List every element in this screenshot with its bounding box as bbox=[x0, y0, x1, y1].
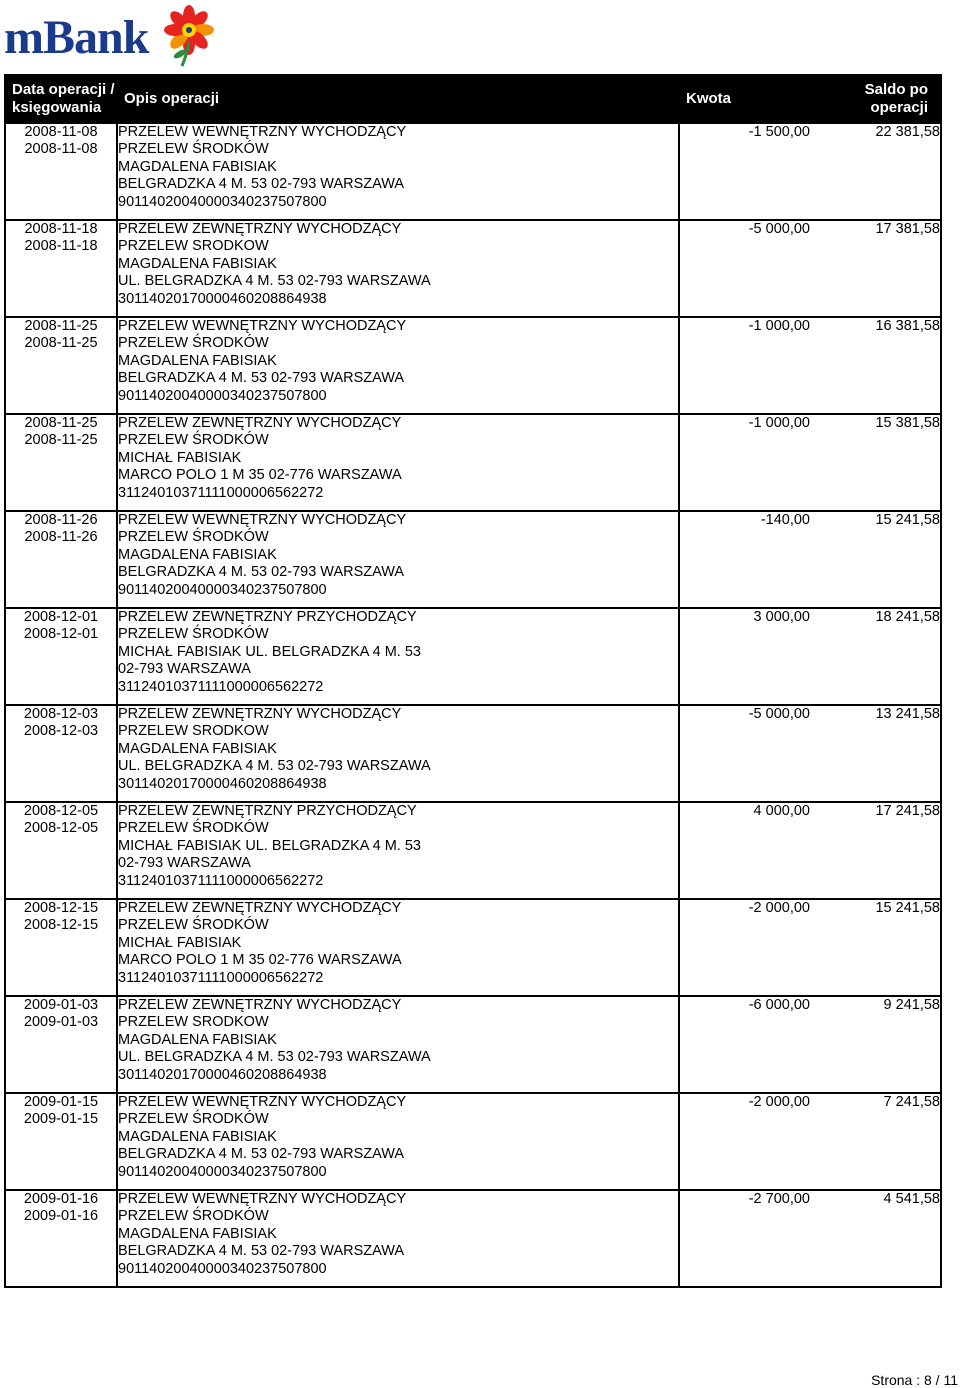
table-row bbox=[5, 414, 941, 511]
description-line: 02-793 WARSZAWA bbox=[118, 855, 251, 872]
description-line: PRZELEW SRODKOW bbox=[118, 723, 269, 740]
description-line: MICHAŁ FABISIAK UL. BELGRADZKA 4 M. 53 bbox=[118, 643, 421, 660]
description-line: PRZELEW SRODKOW bbox=[118, 1014, 269, 1031]
amount-cell bbox=[679, 1093, 810, 1190]
amount-cell bbox=[679, 414, 810, 511]
date-cell bbox=[5, 414, 117, 511]
date-cell bbox=[5, 899, 117, 996]
date-cell bbox=[5, 996, 117, 1093]
amount-value: -1 500,00 bbox=[748, 124, 810, 140]
booking-date: 2008-12-01 bbox=[23, 626, 99, 643]
operation-date: 2008-11-25 bbox=[24, 318, 98, 334]
description-line: MICHAŁ FABISIAK bbox=[118, 449, 242, 466]
date-cell bbox=[5, 1190, 117, 1287]
amount-cell bbox=[679, 317, 810, 414]
description-cell bbox=[117, 608, 679, 705]
description-line: PRZELEW WEWNĘTRZNY WYCHODZĄCY bbox=[118, 1094, 407, 1110]
table-row bbox=[5, 705, 941, 802]
table-row bbox=[5, 1093, 941, 1190]
table-row bbox=[5, 220, 941, 317]
description-line: PRZELEW ZEWNĘTRZNY WYCHODZĄCY bbox=[118, 900, 402, 916]
description-line: BELGRADZKA 4 M. 53 02-793 WARSZAWA bbox=[118, 564, 405, 581]
header-amount: Kwota bbox=[679, 75, 810, 123]
balance-value: 15 241,58 bbox=[875, 900, 940, 916]
date-cell bbox=[5, 608, 117, 705]
operation-date: 2008-12-15 bbox=[23, 900, 99, 916]
amount-value: -2 700,00 bbox=[748, 1191, 810, 1207]
description-cell bbox=[117, 317, 679, 414]
description-line: UL. BELGRADZKA 4 M. 53 02-793 WARSZAWA bbox=[118, 273, 431, 290]
description-line: UL. BELGRADZKA 4 M. 53 02-793 WARSZAWA bbox=[118, 1049, 431, 1066]
amount-value: 4 000,00 bbox=[753, 803, 810, 819]
amount-cell bbox=[679, 802, 810, 899]
amount-cell bbox=[679, 511, 810, 608]
balance-value: 13 241,58 bbox=[875, 706, 940, 722]
booking-date: 2008-12-05 bbox=[23, 820, 99, 837]
balance-cell bbox=[810, 996, 941, 1093]
description-line: 31124010371111000006562272 bbox=[118, 678, 324, 695]
table-row bbox=[5, 317, 941, 414]
page-indicator: Strona : 8 / 11 bbox=[871, 1372, 958, 1388]
amount-value: -5 000,00 bbox=[748, 706, 810, 722]
description-line: MICHAŁ FABISIAK bbox=[118, 934, 242, 951]
operation-date: 2008-12-03 bbox=[23, 706, 99, 722]
description-cell bbox=[117, 705, 679, 802]
amount-value: -1 000,00 bbox=[748, 415, 810, 431]
description-line: 30114020170000460208864938 bbox=[118, 290, 327, 307]
description-line: PRZELEW ŚRODKÓW bbox=[118, 141, 269, 158]
balance-cell bbox=[810, 123, 941, 220]
description-line: MICHAŁ FABISIAK UL. BELGRADZKA 4 M. 53 bbox=[118, 837, 421, 854]
description-cell bbox=[117, 123, 679, 220]
balance-cell bbox=[810, 802, 941, 899]
description-line: BELGRADZKA 4 M. 53 02-793 WARSZAWA bbox=[118, 1146, 405, 1163]
balance-value: 18 241,58 bbox=[875, 609, 940, 625]
description-line: MAGDALENA FABISIAK bbox=[118, 158, 277, 175]
table-row bbox=[5, 511, 941, 608]
description-line: 31124010371111000006562272 bbox=[118, 484, 324, 501]
balance-cell bbox=[810, 705, 941, 802]
balance-value: 17 241,58 bbox=[875, 803, 940, 819]
description-cell bbox=[117, 1190, 679, 1287]
amount-cell bbox=[679, 899, 810, 996]
description-line: MARCO POLO 1 M 35 02-776 WARSZAWA bbox=[118, 952, 402, 969]
amount-value: -5 000,00 bbox=[748, 221, 810, 237]
table-row bbox=[5, 802, 941, 899]
description-line: PRZELEW ŚRODKÓW bbox=[118, 432, 269, 449]
brand-name: mBank bbox=[4, 11, 149, 64]
description-line: MAGDALENA FABISIAK bbox=[118, 1225, 277, 1242]
description-cell bbox=[117, 414, 679, 511]
description-line: 90114020040000340237507800 bbox=[118, 1260, 327, 1277]
balance-value: 15 381,58 bbox=[875, 415, 940, 431]
header-description: Opis operacji bbox=[117, 75, 679, 123]
operation-date: 2008-11-08 bbox=[24, 124, 98, 140]
description-line: PRZELEW ŚRODKÓW bbox=[118, 529, 269, 546]
table-row bbox=[5, 899, 941, 996]
description-line: PRZELEW ZEWNĘTRZNY PRZYCHODZĄCY bbox=[118, 609, 417, 625]
description-line: 90114020040000340237507800 bbox=[118, 1163, 327, 1180]
description-line: PRZELEW WEWNĘTRZNY WYCHODZĄCY bbox=[118, 512, 407, 528]
description-line: 30114020170000460208864938 bbox=[118, 1066, 327, 1083]
balance-value: 7 241,58 bbox=[883, 1094, 940, 1110]
flower-logo-icon bbox=[154, 2, 224, 68]
description-cell bbox=[117, 511, 679, 608]
booking-date: 2008-11-08 bbox=[24, 141, 98, 158]
operation-date: 2009-01-16 bbox=[23, 1191, 99, 1207]
booking-date: 2009-01-03 bbox=[23, 1014, 99, 1031]
booking-date: 2008-12-15 bbox=[23, 917, 99, 934]
description-line: PRZELEW WEWNĘTRZNY WYCHODZĄCY bbox=[118, 1191, 407, 1207]
booking-date: 2008-12-03 bbox=[23, 723, 99, 740]
balance-cell bbox=[810, 511, 941, 608]
description-cell bbox=[117, 1093, 679, 1190]
description-line: PRZELEW ŚRODKÓW bbox=[118, 1208, 269, 1225]
balance-value: 16 381,58 bbox=[875, 318, 940, 334]
booking-date: 2008-11-25 bbox=[24, 335, 98, 352]
description-line: MAGDALENA FABISIAK bbox=[118, 352, 277, 369]
operation-date: 2008-12-01 bbox=[23, 609, 99, 625]
balance-value: 15 241,58 bbox=[875, 512, 940, 528]
description-line: PRZELEW ZEWNĘTRZNY WYCHODZĄCY bbox=[118, 415, 402, 431]
balance-cell bbox=[810, 414, 941, 511]
operation-date: 2009-01-15 bbox=[23, 1094, 99, 1110]
description-line: PRZELEW ZEWNĘTRZNY PRZYCHODZĄCY bbox=[118, 803, 417, 819]
booking-date: 2008-11-25 bbox=[24, 432, 98, 449]
description-cell bbox=[117, 220, 679, 317]
description-cell bbox=[117, 802, 679, 899]
operation-date: 2008-11-18 bbox=[24, 221, 98, 237]
balance-value: 17 381,58 bbox=[875, 221, 940, 237]
booking-date: 2008-11-26 bbox=[24, 529, 98, 546]
header-date-line2: księgowania bbox=[12, 99, 102, 116]
booking-date: 2008-11-18 bbox=[24, 238, 98, 255]
mbank-logo bbox=[4, 2, 234, 68]
amount-cell bbox=[679, 608, 810, 705]
amount-value: -2 000,00 bbox=[748, 900, 810, 916]
date-cell bbox=[5, 802, 117, 899]
description-line: PRZELEW WEWNĘTRZNY WYCHODZĄCY bbox=[118, 124, 407, 140]
description-cell bbox=[117, 996, 679, 1093]
description-line: MARCO POLO 1 M 35 02-776 WARSZAWA bbox=[118, 467, 402, 484]
amount-value: -2 000,00 bbox=[748, 1094, 810, 1110]
balance-cell bbox=[810, 1190, 941, 1287]
header-date-line1: Data operacji / bbox=[12, 81, 115, 98]
amount-value: 3 000,00 bbox=[753, 609, 810, 625]
description-line: 31124010371111000006562272 bbox=[118, 872, 324, 889]
table-row bbox=[5, 1190, 941, 1287]
amount-cell bbox=[679, 1190, 810, 1287]
balance-value: 4 541,58 bbox=[883, 1191, 940, 1207]
balance-value: 9 241,58 bbox=[883, 997, 940, 1013]
balance-cell bbox=[810, 899, 941, 996]
description-line: BELGRADZKA 4 M. 53 02-793 WARSZAWA bbox=[118, 370, 405, 387]
table-row bbox=[5, 123, 941, 220]
description-line: 90114020040000340237507800 bbox=[118, 387, 327, 404]
table-row bbox=[5, 996, 941, 1093]
transactions-table bbox=[4, 74, 942, 1288]
amount-cell bbox=[679, 220, 810, 317]
description-line: 02-793 WARSZAWA bbox=[118, 661, 251, 678]
date-cell bbox=[5, 220, 117, 317]
date-cell bbox=[5, 123, 117, 220]
balance-value: 22 381,58 bbox=[875, 124, 940, 140]
table-header bbox=[5, 75, 941, 123]
description-cell bbox=[117, 899, 679, 996]
header-date bbox=[5, 75, 117, 123]
balance-cell bbox=[810, 317, 941, 414]
operation-date: 2008-11-26 bbox=[24, 512, 98, 528]
description-line: PRZELEW ŚRODKÓW bbox=[118, 1111, 269, 1128]
description-line: UL. BELGRADZKA 4 M. 53 02-793 WARSZAWA bbox=[118, 758, 431, 775]
operation-date: 2009-01-03 bbox=[23, 997, 99, 1013]
description-line: MAGDALENA FABISIAK bbox=[118, 740, 277, 757]
description-line: PRZELEW ŚRODKÓW bbox=[118, 820, 269, 837]
description-line: PRZELEW ŚRODKÓW bbox=[118, 917, 269, 934]
transactions-body bbox=[5, 123, 941, 1287]
description-line: PRZELEW ŚRODKÓW bbox=[118, 626, 269, 643]
description-line: 30114020170000460208864938 bbox=[118, 775, 327, 792]
date-cell bbox=[5, 511, 117, 608]
balance-cell bbox=[810, 608, 941, 705]
amount-cell bbox=[679, 123, 810, 220]
description-line: BELGRADZKA 4 M. 53 02-793 WARSZAWA bbox=[118, 1243, 405, 1260]
description-line: PRZELEW SRODKOW bbox=[118, 238, 269, 255]
amount-value: -6 000,00 bbox=[748, 997, 810, 1013]
description-line: PRZELEW WEWNĘTRZNY WYCHODZĄCY bbox=[118, 318, 407, 334]
description-line: MAGDALENA FABISIAK bbox=[118, 546, 277, 563]
description-line: 90114020040000340237507800 bbox=[118, 193, 327, 210]
description-line: PRZELEW ZEWNĘTRZNY WYCHODZĄCY bbox=[118, 997, 402, 1013]
amount-value: -140,00 bbox=[760, 512, 810, 528]
date-cell bbox=[5, 1093, 117, 1190]
table-row bbox=[5, 608, 941, 705]
amount-cell bbox=[679, 705, 810, 802]
operation-date: 2008-12-05 bbox=[23, 803, 99, 819]
balance-cell bbox=[810, 1093, 941, 1190]
description-line: PRZELEW ZEWNĘTRZNY WYCHODZĄCY bbox=[118, 221, 402, 237]
amount-cell bbox=[679, 996, 810, 1093]
description-line: MAGDALENA FABISIAK bbox=[118, 1031, 277, 1048]
description-line: MAGDALENA FABISIAK bbox=[118, 255, 277, 272]
booking-date: 2009-01-16 bbox=[23, 1208, 99, 1225]
operation-date: 2008-11-25 bbox=[24, 415, 98, 431]
description-line: BELGRADZKA 4 M. 53 02-793 WARSZAWA bbox=[118, 176, 405, 193]
description-line: PRZELEW ŚRODKÓW bbox=[118, 335, 269, 352]
header-balance: Saldo po operacji bbox=[810, 75, 941, 123]
description-line: 31124010371111000006562272 bbox=[118, 969, 324, 986]
description-line: PRZELEW ZEWNĘTRZNY WYCHODZĄCY bbox=[118, 706, 402, 722]
date-cell bbox=[5, 317, 117, 414]
description-line: MAGDALENA FABISIAK bbox=[118, 1128, 277, 1145]
date-cell bbox=[5, 705, 117, 802]
balance-cell bbox=[810, 220, 941, 317]
description-line: 90114020040000340237507800 bbox=[118, 581, 327, 598]
booking-date: 2009-01-15 bbox=[23, 1111, 99, 1128]
amount-value: -1 000,00 bbox=[748, 318, 810, 334]
